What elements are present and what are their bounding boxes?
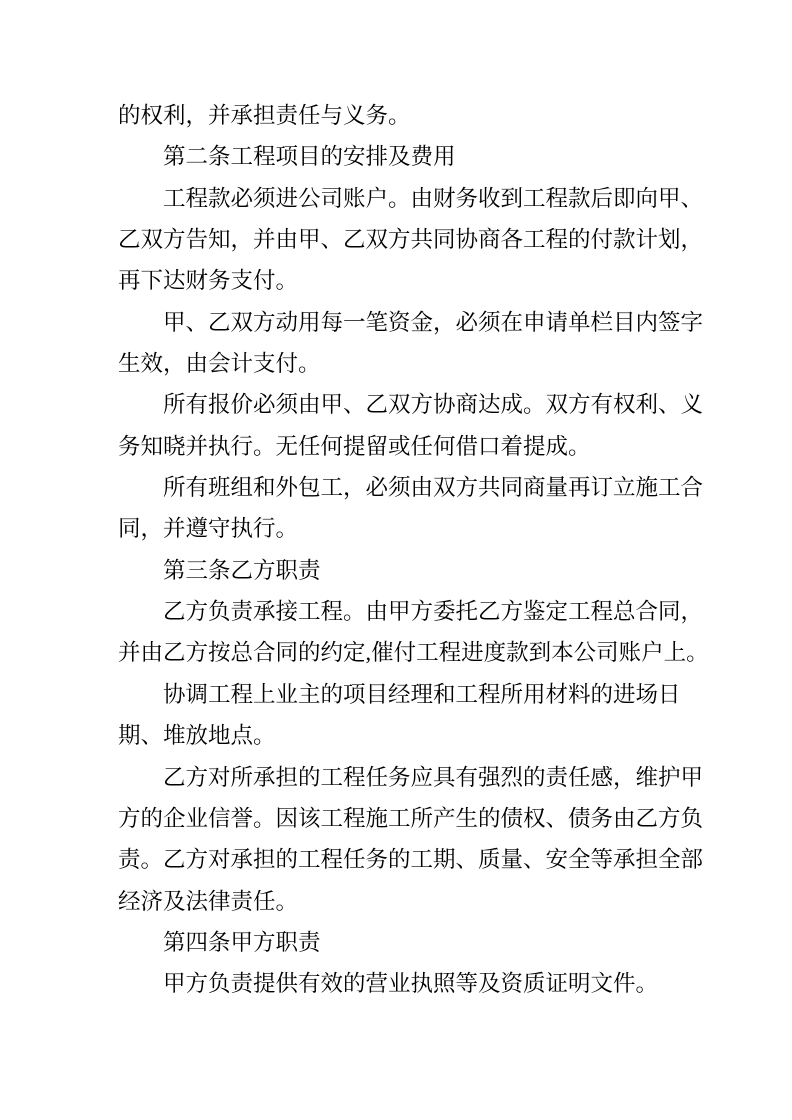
text-line: 第二条工程项目的安排及费用 xyxy=(163,144,456,170)
text-line: 甲方负责提供有效的营业执照等及资质证明文件。 xyxy=(163,971,659,997)
text-line: 再下达财务支付。 xyxy=(118,268,299,294)
text-line: 期、堆放地点。 xyxy=(118,723,276,749)
text-line: 生效，由会计支付。 xyxy=(118,351,321,377)
document-text-block xyxy=(118,95,718,1005)
text-line: 所有班组和外包工，必须由双方共同商量再订立施工合 xyxy=(163,475,704,501)
text-line: 工程款必须进公司账户。由财务收到工程款后即向甲、 xyxy=(163,185,704,211)
text-line: 责。乙方对承担的工程任务的工期、质量、安全等承担全部 xyxy=(118,847,704,873)
text-line: 乙双方告知，并由甲、乙双方共同协商各工程的付款计划， xyxy=(118,227,704,253)
text-line: 同，并遵守执行。 xyxy=(118,516,299,542)
text-line: 并由乙方按总合同的约定,催付工程进度款到本公司账户上。 xyxy=(118,640,709,666)
text-line: 方的企业信誉。因该工程施工所产生的债权、债务由乙方负 xyxy=(118,805,704,831)
text-line: 乙方负责承接工程。由甲方委托乙方鉴定工程总合同， xyxy=(163,599,704,625)
text-line: 协调工程上业主的项目经理和工程所用材料的进场日 xyxy=(163,681,681,707)
text-line: 所有报价必须由甲、乙双方协商达成。双方有权利、义 xyxy=(163,392,704,418)
text-line: 第四条甲方职责 xyxy=(163,929,321,955)
text-line: 第三条乙方职责 xyxy=(163,557,321,583)
text-line: 务知晓并执行。无任何提留或任何借口着提成。 xyxy=(118,433,591,459)
text-line: 乙方对所承担的工程任务应具有强烈的责任感，维护甲 xyxy=(163,764,704,790)
text-line: 的权利，并承担责任与义务。 xyxy=(118,103,411,128)
text-line: 经济及法律责任。 xyxy=(118,888,299,914)
text-line: 甲、乙双方动用每一笔资金，必须在申请单栏目内签字 xyxy=(163,309,704,335)
